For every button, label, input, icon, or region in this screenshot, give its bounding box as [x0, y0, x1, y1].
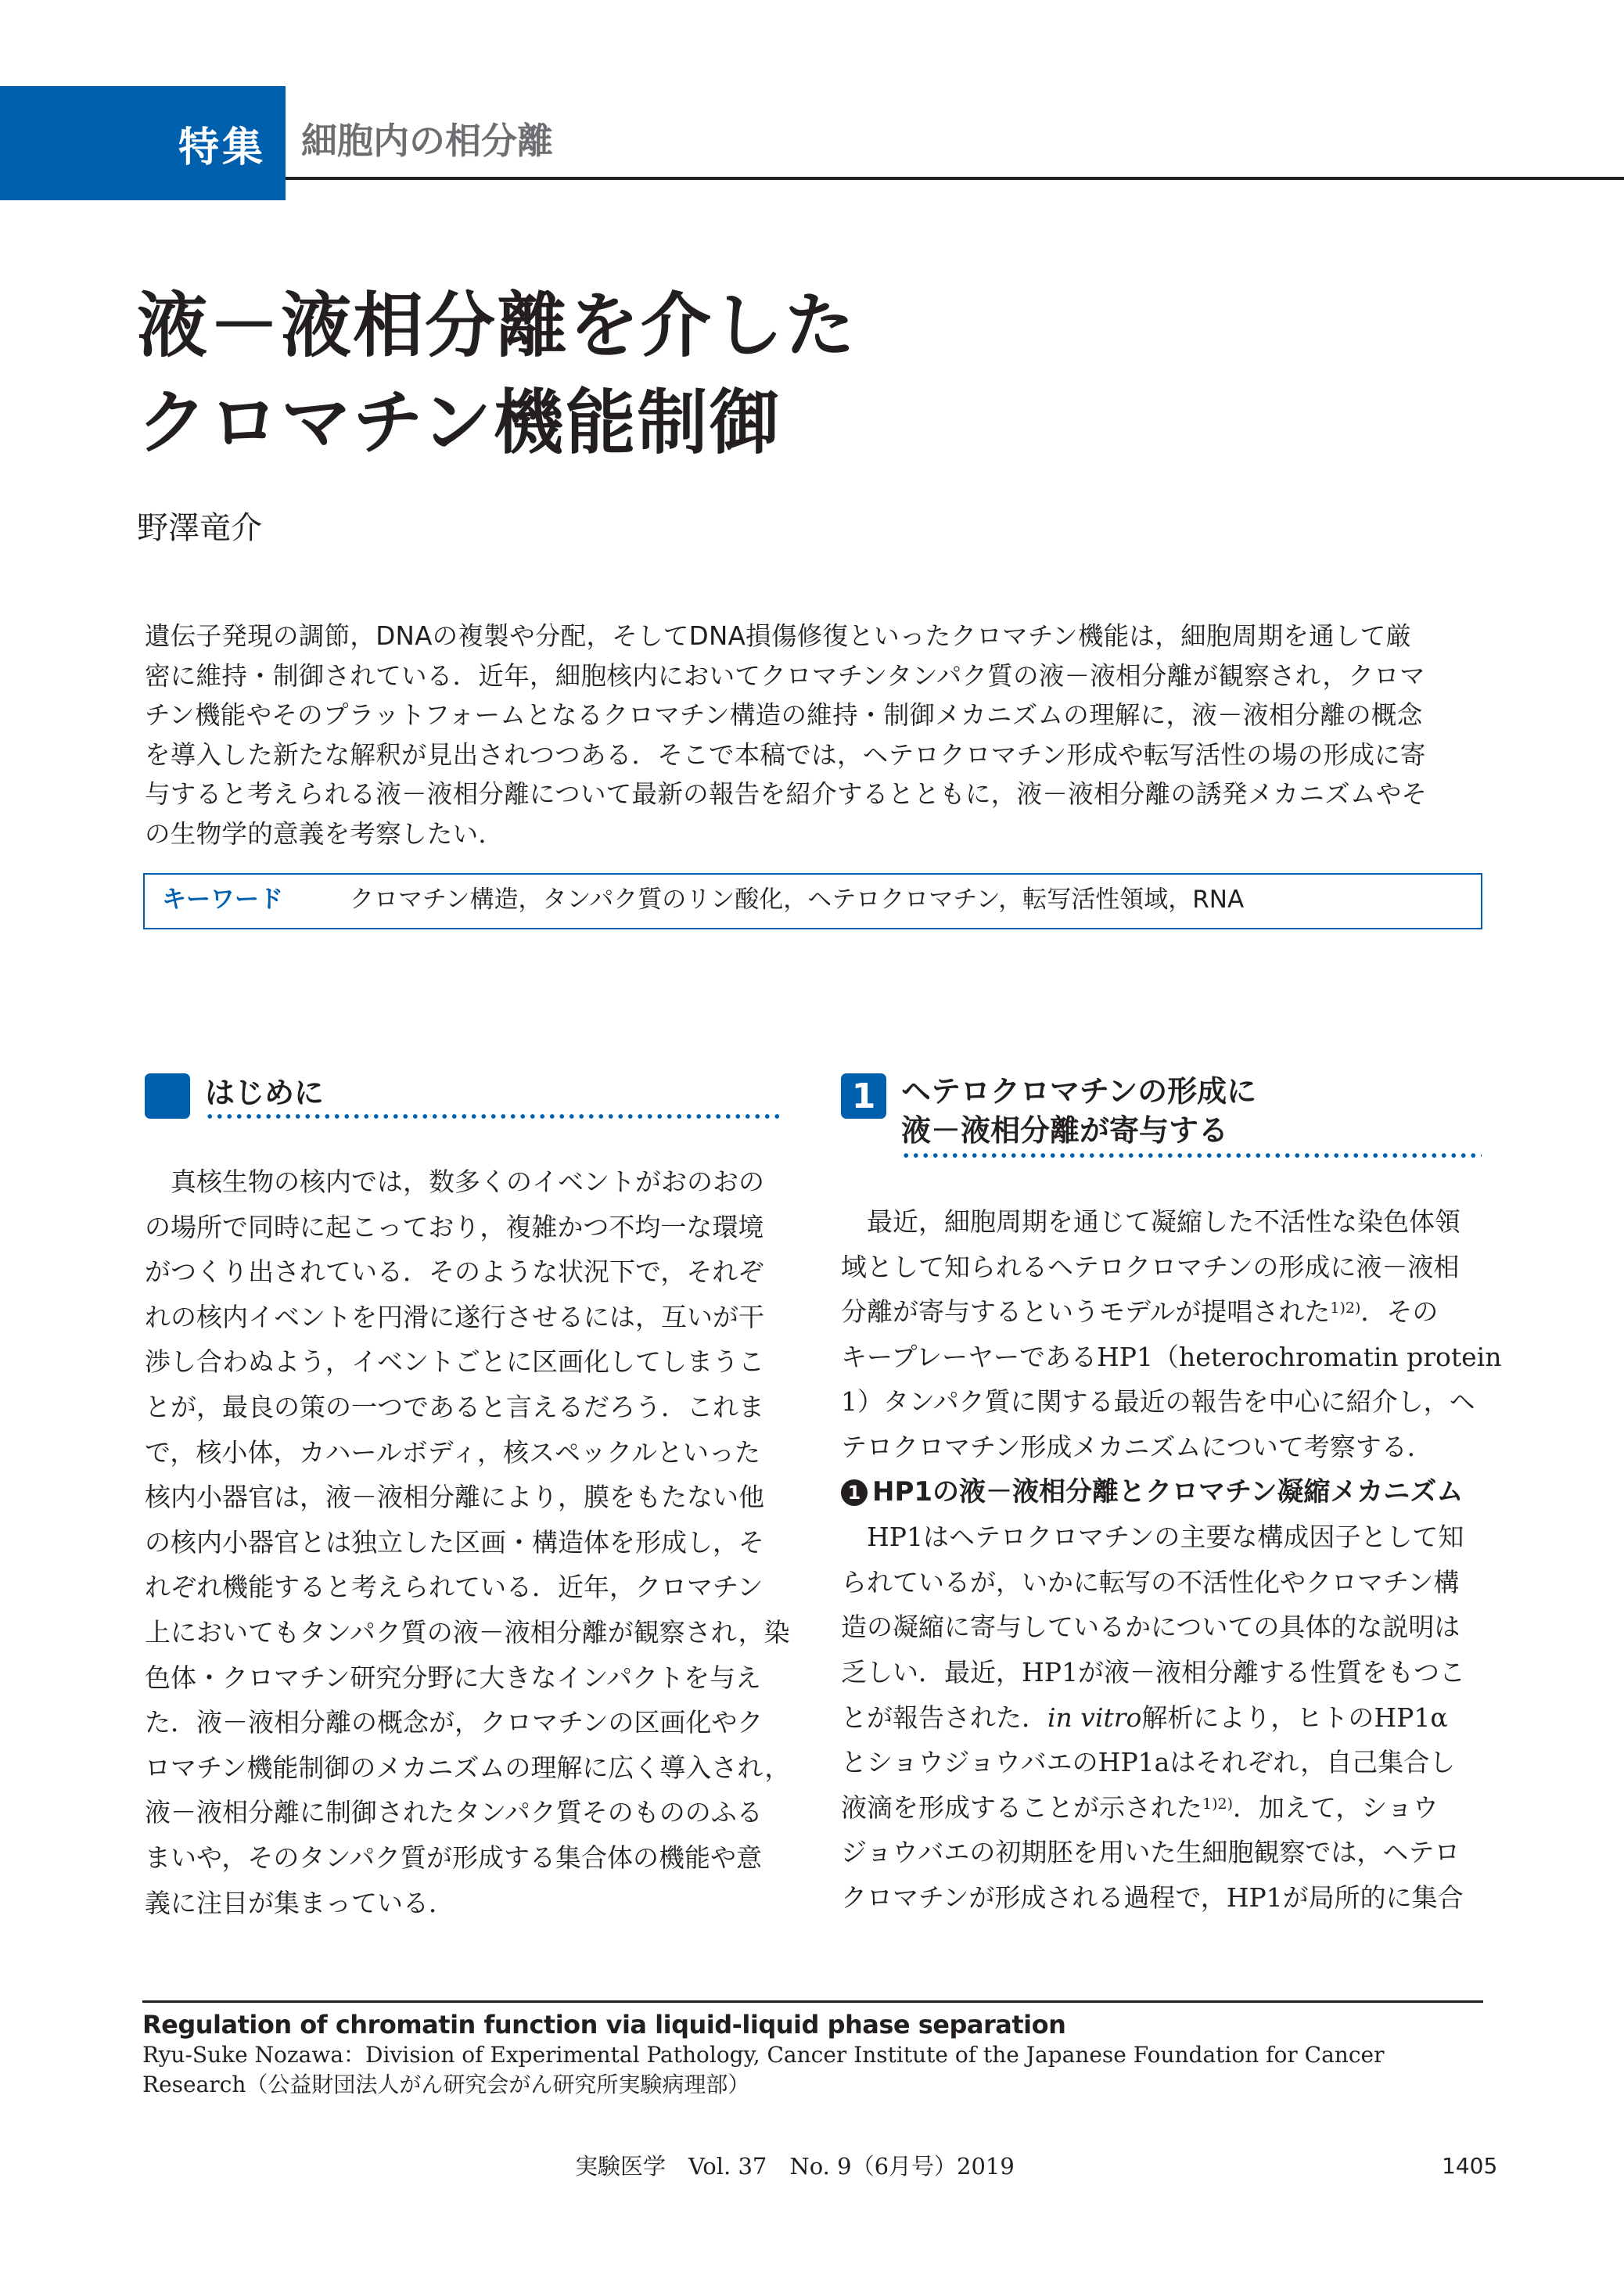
journal-citation: 実験医学 Vol. 37 No. 9（6月号）2019	[575, 2153, 1015, 2180]
body-line: 核内小器官は，液－液相分離により，膜をもたない他	[145, 1482, 764, 1513]
section1-body	[841, 1199, 1502, 1921]
body-line: ジョウバエの初期胚を用いた生細胞観察では，ヘテロ	[841, 1837, 1461, 1868]
keywords-text: クロマチン構造，タンパク質のリン酸化，ヘテロクロマチン，転写活性領域，RNA	[350, 886, 1245, 914]
body-line: れぞれ機能すると考えられている．近年，クロマチン	[145, 1572, 763, 1603]
body-text: 解析により，ヒトのHP1α	[1141, 1702, 1448, 1733]
body-line: 1）タンパク質に関する最近の報告を中心に紹介し，ヘ	[841, 1386, 1475, 1418]
body-line: の場所で同時に起こっており，複雑かつ不均一な環境	[145, 1211, 764, 1242]
section-marker-icon	[145, 1073, 190, 1119]
series-title: 細胞内の相分離	[301, 120, 553, 162]
title-line: クロマチン機能制御	[137, 382, 781, 464]
body-line: 義に注目が集まっている．	[145, 1887, 455, 1918]
body-line: た．液－液相分離の概念が，クロマチンの区画化やク	[145, 1707, 763, 1738]
body-text: ．加えて，ショウ	[1233, 1792, 1439, 1823]
body-line: ロマチン機能制御のメカニズムの理解に広く導入され，	[145, 1752, 791, 1783]
section-title-1	[901, 1072, 1256, 1150]
affiliation-line: Research（公益財団法人がん研究会がん研究所実験病理部）	[142, 2072, 750, 2097]
author-affiliation	[142, 2040, 1483, 2100]
section-dotted-rule	[205, 1114, 784, 1119]
author-name: 野澤竜介	[137, 510, 262, 546]
body-text: 分離が寄与するというモデルが提唱された	[841, 1296, 1331, 1328]
body-line: まいや，そのタンパク質が形成する集合体の機能や意	[145, 1842, 763, 1873]
title-line: 液－液相分離を介した	[137, 285, 857, 367]
circled-number-icon: 1	[841, 1479, 868, 1506]
keywords-label: キーワード	[162, 886, 283, 914]
body-line: とショウジョウバエのHP1aはそれぞれ，自己集合し	[841, 1747, 1456, 1778]
abstract	[145, 616, 1486, 854]
body-line	[841, 1695, 1484, 1741]
header-rule	[286, 177, 1624, 180]
abstract-line: 遺伝子発現の調節，DNAの複製や分配，そしてDNA損傷修復といったクロマチン機能は，細胞周期を通して厳	[145, 621, 1412, 651]
body-line: れの核内イベントを円滑に遂行させるには，互いが干	[145, 1301, 764, 1332]
abstract-line: 与すると考えられる液－液相分離について最新の報告を紹介するとともに，液－液相分離の誘発メカニズムやそ	[145, 779, 1428, 809]
abstract-line: チン機能やそのプラットフォームとなるクロマチン構造の維持・制御メカニズムの理解に，液－液相分離の概念	[145, 700, 1423, 730]
footer-rule	[142, 2000, 1483, 2003]
abstract-line: の生物学的意義を考察したい．	[145, 818, 505, 849]
series-band-label: 特集	[178, 124, 266, 171]
body-text: ．その	[1360, 1296, 1439, 1328]
intro-body	[145, 1159, 791, 1925]
article-title	[137, 278, 857, 472]
body-line: の核内小器官とは独立した区画・構造体を形成し，そ	[145, 1526, 764, 1558]
abstract-line: を導入した新たな解釈が見出されつつある．そこで本稿では，ヘテロクロマチン形成や転写活性の場の形成に寄	[145, 739, 1426, 770]
body-line: 液－液相分離に制御されたタンパク質そのもののふる	[145, 1797, 763, 1828]
abstract-line: 密に維持・制御されている．近年，細胞核内においてクロマチンタンパク質の液－液相分離が観察され，クロマ	[145, 660, 1425, 691]
body-line	[841, 1785, 1484, 1831]
affiliation-line: Ryu-Suke Nozawa：Division of Experimental Pathology, Cancer Institute of the Japanese Foundation for Cancer	[142, 2042, 1385, 2068]
page-number: 1405	[1442, 2153, 1498, 2179]
section-title-line: 液－液相分離が寄与する	[901, 1113, 1229, 1148]
body-line: 上においてもタンパク質の液－液相分離が観察され，染	[145, 1616, 790, 1648]
body-line: 造の凝縮に寄与しているかについての具体的な説明は	[841, 1612, 1461, 1643]
body-text: とが報告された．	[841, 1702, 1047, 1733]
section-title-intro: はじめに	[205, 1076, 325, 1110]
section-title-line: ヘテロクロマチンの形成に	[901, 1074, 1257, 1109]
body-line: HP1はヘテロクロマチンの主要な構成因子として知	[867, 1522, 1464, 1553]
body-line: 色体・クロマチン研究分野に大きなインパクトを与え	[145, 1662, 762, 1693]
subsection-heading	[841, 1470, 1484, 1515]
english-title: Regulation of chromatin function via liquid-liquid phase separation	[142, 2010, 1066, 2040]
section-number-badge: 1	[841, 1073, 886, 1119]
section-dotted-rule	[901, 1153, 1482, 1158]
citation-ref: 1)2)	[1202, 1795, 1234, 1813]
body-line: とが，最良の策の一つであると言えるだろう．これま	[145, 1391, 764, 1422]
italic-term: in vitro	[1047, 1702, 1142, 1733]
body-line: 真核生物の核内では，数多くのイベントがおのおの	[171, 1166, 764, 1197]
body-line: られているが，いかに転写の不活性化やクロマチン構	[841, 1566, 1460, 1598]
body-line: 渉し合わぬよう，イベントごとに区画化してしまうこ	[145, 1346, 764, 1378]
body-line: 乏しい．最近，HP1が液－液相分離する性質をもつこ	[841, 1656, 1465, 1687]
body-text: 液滴を形成することが示された	[841, 1792, 1202, 1823]
body-line: 域として知られるヘテロクロマチンの形成に液－液相	[841, 1251, 1460, 1282]
citation-ref: 1)2)	[1330, 1299, 1361, 1317]
body-line: テロクロマチン形成メカニズムについて考察する．	[841, 1431, 1433, 1462]
body-line: がつくり出されている．そのような状況下で，それぞ	[145, 1256, 764, 1288]
body-line: 最近，細胞周期を通じて凝縮した不活性な染色体領	[867, 1206, 1461, 1237]
body-line: クロマチンが形成される過程で，HP1が局所的に集合	[841, 1881, 1464, 1913]
body-line: で，核小体，カハールボディ，核スペックルといった	[145, 1436, 761, 1468]
subsection-title: HP1の液－液相分離とクロマチン凝縮メカニズム	[872, 1475, 1464, 1508]
body-line	[841, 1289, 1484, 1335]
body-line: キープレーヤーであるHP1（heterochromatin protein	[841, 1341, 1502, 1372]
